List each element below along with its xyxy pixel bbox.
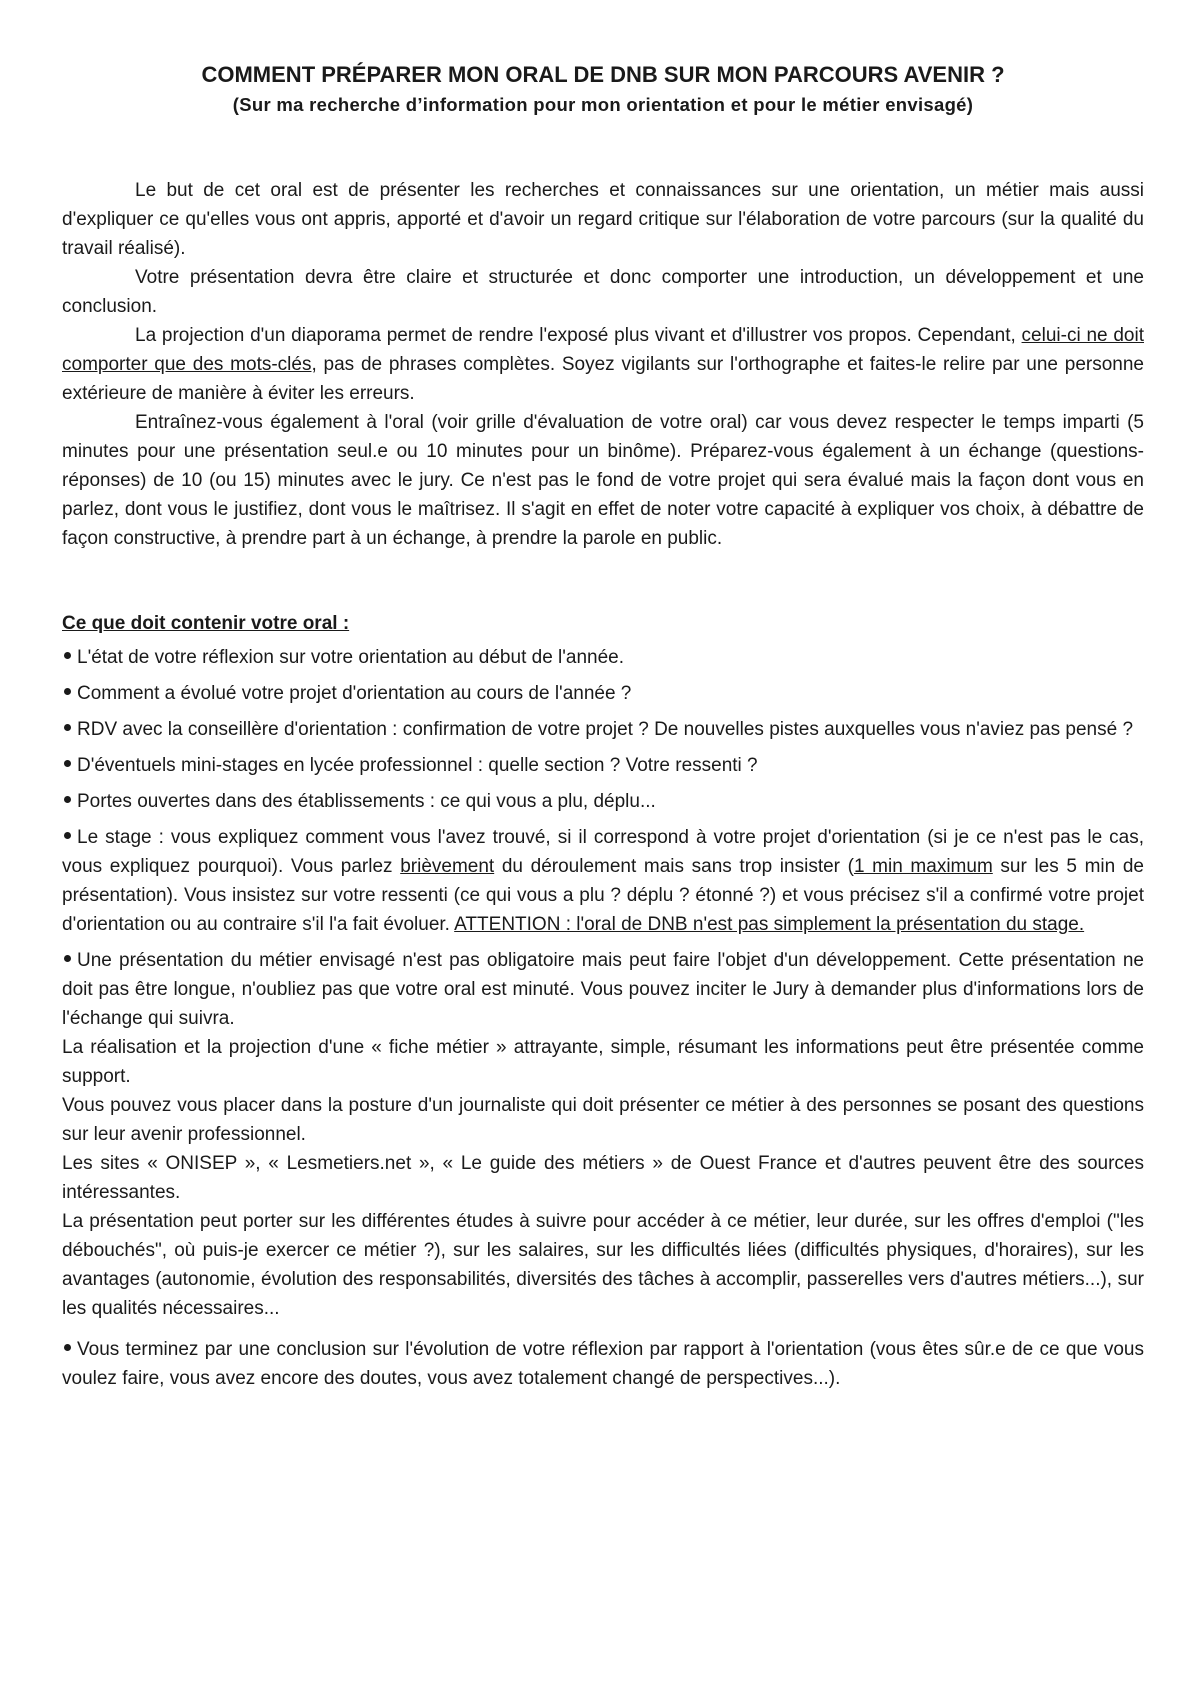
bullet-icon xyxy=(64,652,71,659)
text-run: Une présentation du métier envisagé n'est pas obligatoire mais peut faire l'objet d'un développement. Cette présentation ne doit pas être longue, n'oubliez pas que votre oral est minuté. Vous pouvez inciter le Jury à demander plus d'informations lors de l'échange qui suivra. xyxy=(62,950,1144,1029)
underlined-text: 1 min maximum xyxy=(853,856,993,877)
text-run: , pas de phrases complètes. Soyez vigilants sur l'orthographe et faites-le relire par une personne extérieure de manière à éviter les erreurs. xyxy=(62,354,1144,404)
list-item-text: Portes ouvertes dans des établissements : ce qui vous a plu, déplu... xyxy=(77,791,656,812)
list-item-text xyxy=(62,946,1144,1033)
underlined-text: brièvement xyxy=(400,856,495,877)
text-run: sur les 5 min de présentation). Vous insistez sur votre ressenti (ce qui vous a plu ? déplu ? étonné ?) et vous précisez s'il a confirmé votre projet d'orientation ou au contraire s'il l'a fait évoluer. xyxy=(62,856,1144,935)
list-item-text: Vous terminez par une conclusion sur l'évolution de votre réflexion par rapport à l'orientation (vous êtes sûr.e de ce que vous voulez faire, vous avez encore des doutes, vous avez totalement changé de perspectives...). xyxy=(62,1339,1144,1389)
list-item xyxy=(62,946,1144,1323)
bullet-icon xyxy=(64,760,71,767)
page-subtitle: (Sur ma recherche d’information pour mon orientation et pour le métier envisagé) xyxy=(232,94,974,115)
content-list xyxy=(62,643,1144,1393)
document-page xyxy=(62,62,1144,1400)
bullet-icon xyxy=(64,688,71,695)
page-title: COMMENT PRÉPARER MON ORAL DE DNB SUR MON PARCOURS AVENIR ? xyxy=(201,62,1005,87)
bullet-icon xyxy=(64,832,71,839)
text-run: du déroulement mais sans trop insister ( xyxy=(494,856,854,877)
list-item-subparagraph: Les sites « ONISEP », « Lesmetiers.net », « Le guide des métiers » de Ouest France et d'autres peuvent être des sources intéressantes. xyxy=(62,1153,1144,1203)
list-item-text: D'éventuels mini-stages en lycée professionnel : quelle section ? Votre ressenti ? xyxy=(77,755,758,776)
text-run: La projection d'un diaporama permet de rendre l'exposé plus vivant et d'illustrer vos propos. Cependant, xyxy=(135,325,1022,346)
bullet-icon xyxy=(64,724,71,731)
list-item-text: RDV avec la conseillère d'orientation : confirmation de votre projet ? De nouvelles pistes auxquelles vous n'aviez pas pensé ? xyxy=(77,719,1134,740)
bullet-icon xyxy=(64,1344,71,1351)
list-item-text: Comment a évolué votre projet d'orientation au cours de l'année ? xyxy=(77,683,632,704)
intro-paragraph: Votre présentation devra être claire et structurée et donc comporter une introduction, un développement et une conclusion. xyxy=(62,267,1144,317)
section-heading: Ce que doit contenir votre oral : xyxy=(62,613,350,634)
list-item xyxy=(62,787,1144,816)
intro-paragraph: Le but de cet oral est de présenter les recherches et connaissances sur une orientation, un métier mais aussi d'expliquer ce qu'elles vous ont appris, apporté et d'avoir un regard critique sur l'élaboration de votre parcours (sur la qualité du travail réalisé). xyxy=(62,180,1144,259)
underlined-warning: ATTENTION : l'oral de DNB n'est pas simplement la présentation du stage. xyxy=(454,914,1085,935)
list-item xyxy=(62,823,1144,939)
intro-paragraph: Entraînez-vous également à l'oral (voir grille d'évaluation de votre oral) car vous devez respecter le temps imparti (5 minutes pour une présentation seul.e ou 10 minutes pour un binôme). Préparez-vous également à un échange (questions-réponses) de 10 (ou 15) minutes avec le jury. Ce n'est pas le fond de votre projet qui sera évalué mais la façon dont vous en parlez, dont vous le justifiez, dont vous le maîtrisez. Il s'agit en effet de noter votre capacité à expliquer vos choix, à débattre de façon constructive, à prendre part à un échange, à prendre la parole en public. xyxy=(62,412,1144,549)
list-item xyxy=(62,643,1144,672)
text-run: Le stage : vous expliquez comment vous l'avez trouvé, si il correspond à votre projet d'orientation (si je ce n'est pas le cas, vous expliquez pourquoi). Vous parlez xyxy=(62,827,1144,877)
list-item-subparagraph: La réalisation et la projection d'une « fiche métier » attrayante, simple, résumant les informations peut être présentée comme support. xyxy=(62,1037,1144,1087)
bullet-icon xyxy=(64,955,71,962)
list-item-subparagraph: La présentation peut porter sur les différentes études à suivre pour accéder à ce métier, leur durée, sur les offres d'emploi ("les débouchés", où puis-je exercer ce métier ?), sur les salaires, sur les difficultés liées (difficultés physiques, d'horaires), sur les avantages (autonomie, évolution des responsabilités, diversités des tâches à accomplir, passerelles vers d'autres métiers...), sur les qualités nécessaires... xyxy=(62,1211,1144,1319)
list-item xyxy=(62,1335,1144,1393)
list-item xyxy=(62,679,1144,708)
underlined-text: celui-ci ne doit comporter que des mots-clés xyxy=(62,325,1144,375)
list-item xyxy=(62,751,1144,780)
bullet-icon xyxy=(64,796,71,803)
list-item xyxy=(62,715,1144,744)
list-item-subparagraph: Vous pouvez vous placer dans la posture d'un journaliste qui doit présenter ce métier à des personnes se posant des questions sur leur avenir professionnel. xyxy=(62,1095,1144,1145)
list-item-text: L'état de votre réflexion sur votre orientation au début de l'année. xyxy=(77,647,625,668)
intro-paragraph xyxy=(62,321,1144,408)
intro-section xyxy=(62,176,1144,553)
